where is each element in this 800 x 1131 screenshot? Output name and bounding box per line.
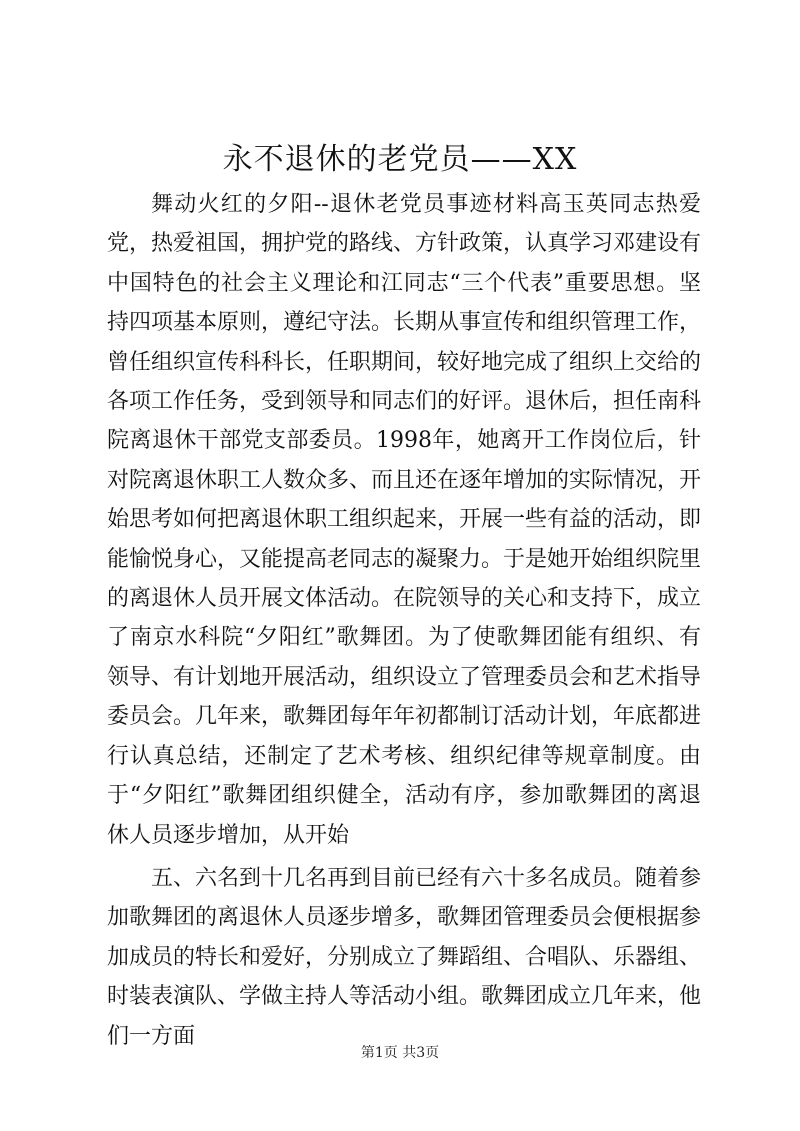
paragraph-1: 舞动火红的夕阳--退休老党员事迹材料高玉英同志热爱党，热爱祖国，拥护党的路线、方针政策，认真学习邓建设有中国特色的社会主义理论和江同志“三个代表”重要思想。坚持四项基本原则，遵纪守法。长期从事宣传和组织管理工作，曾任组织宣传科科长，任职期间，较好地完成了组织上交给的各项工作任务，受到领导和同志们的好评。退休后，担任南科院离退休干部党支部委员。1998年，她离开工作岗位后，针对院离退休职工人数众多、而且还在逐年增加的实际情况，开始思考如何把离退休职工组织起来，开展一些有益的活动，即能愉悦身心，又能提高老同志的凝聚力。于是她开始组织院里的离退休人员开展文体活动。在院领导的关心和支持下，成立了南京水科院“夕阳红”歌舞团。为了使歌舞团能有组织、有领导、有计划地开展活动，组织设立了管理委员会和艺术指导委员会。几年来，歌舞团每年年初都制订活动计划，年底都进行认真总结，还制定了艺术考核、组织纪律等规章制度。由于“夕阳红”歌舞团组织健全，活动有序，参加歌舞团的离退休人员逐步增加，从开始	[107, 192, 702, 848]
page-footer: 第1页 共3页	[360, 1045, 440, 1061]
document-title: 永不退休的老党员——XX	[222, 142, 578, 177]
document-body	[107, 185, 701, 1056]
paragraph-2: 五、六名到十几名再到目前已经有六十多名成员。随着参加歌舞团的离退休人员逐步增多，歌舞团管理委员会便根据参加成员的特长和爱好，分别成立了舞蹈组、合唱队、乐器组、时装表演队、学做主持人等活动小组。歌舞团成立几年来，他们一方面	[107, 865, 702, 1049]
